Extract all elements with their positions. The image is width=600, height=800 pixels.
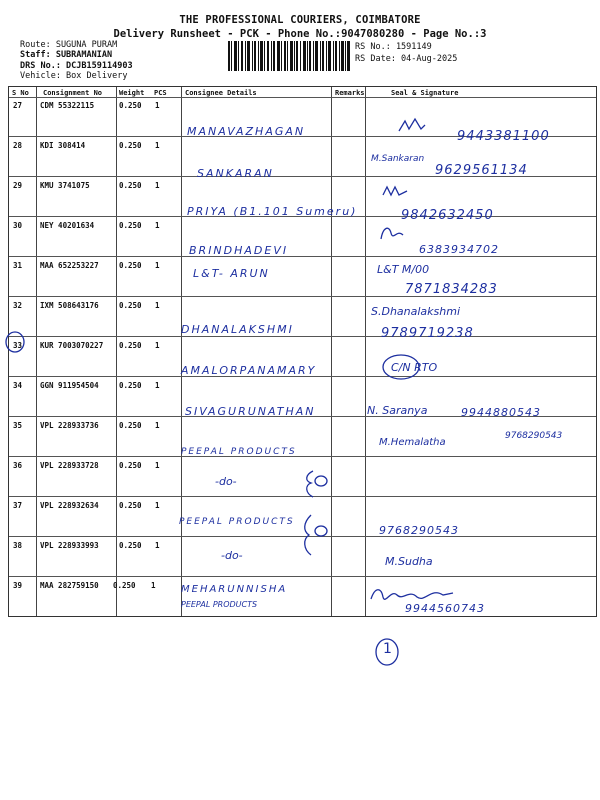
cell-consignment: NEY 40201634 xyxy=(40,221,95,230)
cell-pcs: 1 xyxy=(155,301,160,310)
cell-consignment: GGN 911954504 xyxy=(40,381,99,390)
cell-sno: 28 xyxy=(13,141,23,150)
cell-pcs: 1 xyxy=(155,381,160,390)
handwritten-phone: 9944880543 xyxy=(461,406,541,419)
cell-sno: 37 xyxy=(13,501,23,510)
route-label: Route: SUGUNA PURAM xyxy=(20,40,118,50)
cell-pcs: 1 xyxy=(155,141,160,150)
cell-sno: 31 xyxy=(13,261,23,270)
handwritten-consignee: -do- xyxy=(215,475,237,488)
handwritten-consignee: DHANALAKSHMI xyxy=(181,323,294,336)
cell-sno: 27 xyxy=(13,101,23,110)
handwritten-signature: M.Sankaran xyxy=(371,154,425,164)
runsheet-table xyxy=(8,86,597,617)
company-title: THE PROFESSIONAL COURIERS, COIMBATORE xyxy=(179,14,421,26)
handwritten-phone: 9768290543 xyxy=(379,524,459,537)
handwritten-signature: L&T M/00 xyxy=(377,263,430,276)
cell-sno: 35 xyxy=(13,421,23,430)
cell-weight: 0.250 xyxy=(113,581,136,590)
header-seal-signature: Seal & Signature xyxy=(391,89,459,97)
cell-sno: 30 xyxy=(13,221,23,230)
cell-weight: 0.250 xyxy=(119,141,142,150)
cell-consignment: KDI 308414 xyxy=(40,141,86,150)
handwritten-consignee: PRIYA (B1.101 Sumeru) xyxy=(187,205,358,218)
signature-scribble xyxy=(377,223,407,243)
handwritten-phone: 9842632450 xyxy=(401,208,494,223)
cell-weight: 0.250 xyxy=(119,261,142,270)
cell-consignment: VPL 228932634 xyxy=(40,501,99,510)
handwritten-phone: 9789719238 xyxy=(381,326,474,341)
cell-weight: 0.250 xyxy=(119,421,142,430)
ditto-brace-mark xyxy=(297,513,329,557)
cell-pcs: 1 xyxy=(155,421,160,430)
handwritten-consignee: SANKARAN xyxy=(197,167,274,180)
signature-scribble xyxy=(397,117,427,137)
handwritten-signature: M.Hemalatha xyxy=(379,437,446,448)
header-remarks: Remarks xyxy=(335,89,365,97)
cell-pcs: 1 xyxy=(155,541,160,550)
handwritten-consignee: AMALORPANAMARY xyxy=(181,364,317,377)
circled-row-marker xyxy=(4,330,26,354)
cell-consignment: MAA 282759150 xyxy=(40,581,99,590)
header-sno: S No xyxy=(12,89,29,97)
header-weight: Weight xyxy=(119,89,145,97)
cell-pcs: 1 xyxy=(151,581,156,590)
handwritten-signature: S.Dhanalakshmi xyxy=(371,305,461,318)
cell-pcs: 1 xyxy=(155,341,160,350)
cell-pcs: 1 xyxy=(155,221,160,230)
cell-weight: 0.250 xyxy=(119,541,142,550)
drs-label: DRS No.: DCJB159114903 xyxy=(20,61,133,71)
handwritten-consignee: MEHARUNNISHA xyxy=(181,584,288,595)
cell-weight: 0.250 xyxy=(119,501,142,510)
cell-consignment: KUR 7003070227 xyxy=(40,341,104,350)
cell-sno: 38 xyxy=(13,541,23,550)
cell-sno: 39 xyxy=(13,581,23,590)
cell-consignment: VPL 228933993 xyxy=(40,541,99,550)
handwritten-phone: 7871834283 xyxy=(405,282,498,297)
signature-scribble xyxy=(381,185,411,201)
cell-pcs: 1 xyxy=(155,101,160,110)
cell-pcs: 1 xyxy=(155,261,160,270)
handwritten-consignee: MANAVAZHAGAN xyxy=(187,125,306,138)
cell-weight: 0.250 xyxy=(119,181,142,190)
cell-pcs: 1 xyxy=(155,461,160,470)
cell-weight: 0.250 xyxy=(119,461,142,470)
cell-sno: 33 xyxy=(13,341,23,350)
vehicle-label: Vehicle: Box Delivery xyxy=(20,71,128,81)
total-count-mark: 1 xyxy=(383,641,392,657)
ditto-brace-mark xyxy=(299,469,329,499)
handwritten-signature: M.Sudha xyxy=(385,555,433,568)
rs-number: RS No.: 1591149 xyxy=(355,42,432,52)
cell-sno: 36 xyxy=(13,461,23,470)
cell-consignment: KMU 3741075 xyxy=(40,181,90,190)
header-consignment: Consignment No xyxy=(43,89,103,97)
handwritten-phone: 9629561134 xyxy=(435,163,528,178)
staff-label: Staff: SUBRAMANIAN xyxy=(20,50,113,60)
handwritten-consignee-line2: PEEPAL PRODUCTS xyxy=(181,600,258,609)
handwritten-phone: 9443381100 xyxy=(457,129,550,144)
cell-weight: 0.250 xyxy=(119,301,142,310)
cell-weight: 0.250 xyxy=(119,221,142,230)
cell-sno: 29 xyxy=(13,181,23,190)
handwritten-phone: 9768290543 xyxy=(505,431,563,441)
handwritten-consignee: BRINDHADEVI xyxy=(189,244,289,257)
runsheet-subtitle: Delivery Runsheet - PCK - Phone No.:9047080280 - Page No.:3 xyxy=(113,28,487,40)
cell-pcs: 1 xyxy=(155,181,160,190)
cell-consignment: IXM 508643176 xyxy=(40,301,99,310)
cell-weight: 0.250 xyxy=(119,341,142,350)
cell-consignment: VPL 228933736 xyxy=(40,421,99,430)
cell-consignment: MAA 652253227 xyxy=(40,261,99,270)
handwritten-signature: N. Saranya xyxy=(367,404,428,417)
cell-pcs: 1 xyxy=(155,501,160,510)
handwritten-consignee: -do- xyxy=(221,549,243,562)
handwritten-consignee: PEEPAL PRODUCTS xyxy=(181,447,297,457)
handwritten-signature: C/N RTO xyxy=(391,361,438,374)
cell-weight: 0.250 xyxy=(119,101,142,110)
rs-date: RS Date: 04-Aug-2025 xyxy=(355,54,458,64)
handwritten-consignee: PEEPAL PRODUCTS xyxy=(179,517,295,527)
cell-sno: 34 xyxy=(13,381,23,390)
header-consignee: Consignee Details xyxy=(185,89,257,97)
cell-consignment: CDM 55322115 xyxy=(40,101,95,110)
barcode-image xyxy=(228,41,350,71)
handwritten-phone: 9944560743 xyxy=(405,602,485,615)
handwritten-consignee: L&T- ARUN xyxy=(193,267,270,280)
cell-weight: 0.250 xyxy=(119,381,142,390)
header-pcs: PCS xyxy=(154,89,167,97)
handwritten-phone: 6383934702 xyxy=(419,243,499,256)
cell-consignment: VPL 228933728 xyxy=(40,461,99,470)
handwritten-consignee: SIVAGURUNATHAN xyxy=(185,405,316,418)
cell-sno: 32 xyxy=(13,301,23,310)
